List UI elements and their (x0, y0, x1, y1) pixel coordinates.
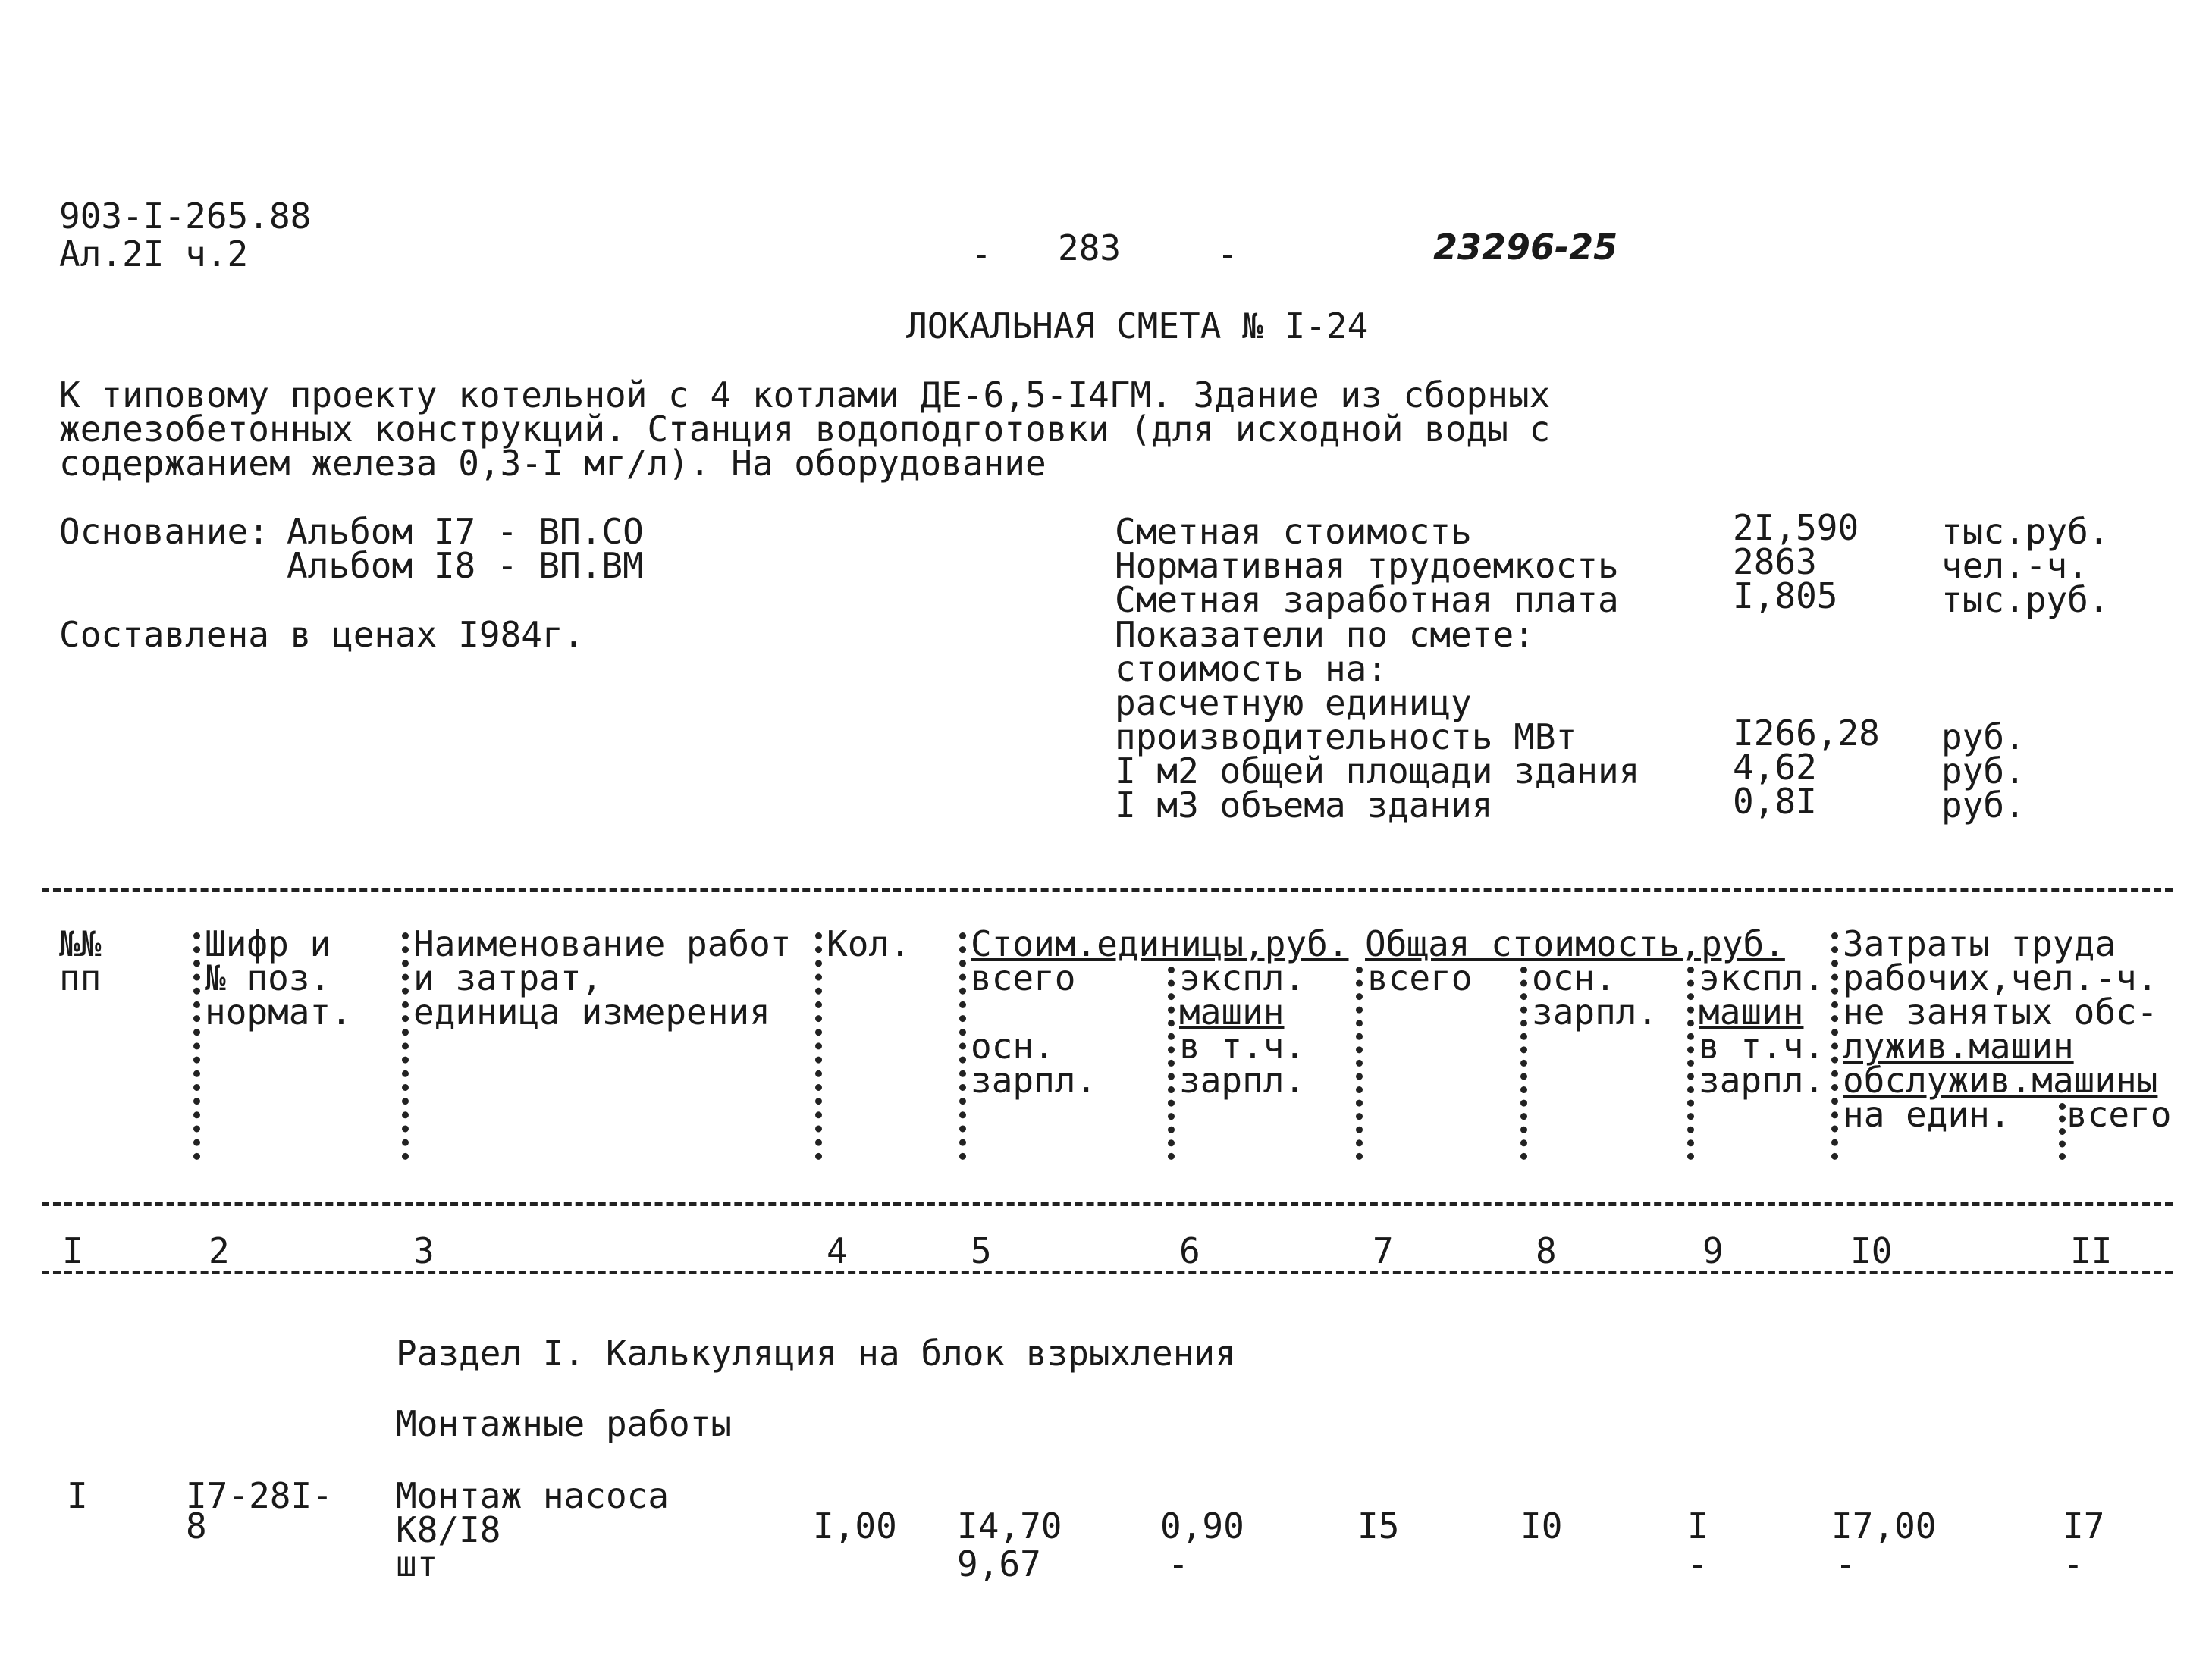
column-number: 6 (1179, 1230, 1200, 1271)
header-unit-cost-group: Стоим.единицы,руб. (971, 923, 1349, 964)
summary-unit: тыс.руб. (1941, 511, 2110, 552)
header-col5-line1: всего (971, 957, 1076, 998)
column-separator (402, 932, 409, 1160)
header-total-cost-group: Общая стоимость,руб. (1365, 923, 1785, 964)
column-separator (815, 932, 822, 1160)
row-code-line1: I7-28I- (186, 1475, 333, 1516)
album-reference: Ал.2I ч.2 (59, 233, 249, 274)
section-title: Раздел I. Калькуляция на блок взрыхления (396, 1333, 1236, 1374)
header-col3-line1: Наименование работ (413, 923, 792, 964)
summary-value: 4,62 (1733, 747, 1817, 788)
column-number: 4 (827, 1230, 848, 1271)
column-separator (1356, 967, 1363, 1160)
summary-label: расчетную единицу (1115, 682, 1472, 723)
row-name-line3: шт (396, 1543, 438, 1584)
column-separator (1520, 967, 1527, 1160)
header-col4: Кол. (827, 923, 911, 964)
column-number: I0 (1850, 1230, 1893, 1271)
description-line-1: К типовому проекту котельной с 4 котлами ДЕ-6,5-I4ГМ. Здание из сборных (59, 374, 1551, 415)
summary-label: Сметная стоимость (1115, 511, 1472, 552)
summary-label: производительность МВт (1115, 716, 1577, 757)
page-dash-right: - (1217, 233, 1238, 274)
row-code-line2: 8 (186, 1506, 207, 1546)
column-separator (2059, 1103, 2066, 1160)
table-top-rule (42, 888, 2173, 892)
column-number: II (2070, 1230, 2113, 1271)
header-col6-line2: машин (1179, 992, 1285, 1033)
header-col8-line2: зарпл. (1532, 992, 1658, 1033)
subsection-title: Монтажные работы (396, 1403, 733, 1444)
column-number: 7 (1373, 1230, 1394, 1271)
row-name-line2: К8/I8 (396, 1509, 501, 1550)
summary-value: 2863 (1733, 541, 1817, 582)
header-col6-line4: зарпл. (1179, 1060, 1306, 1101)
summary-unit: чел.-ч. (1941, 545, 2088, 586)
row-unit-wage: 9,67 (957, 1543, 1041, 1584)
header-col7: всего (1367, 957, 1473, 998)
header-col10: на един. (1843, 1094, 2011, 1135)
header-labor-line3: не занятых обс- (1843, 992, 2158, 1033)
header-col1-line1: №№ (59, 923, 102, 964)
row-total-machines: I (1687, 1506, 1708, 1546)
summary-value: 0,8I (1733, 781, 1817, 822)
row-unit-machines: 0,90 (1160, 1506, 1244, 1546)
header-col6-line3: в т.ч. (1179, 1026, 1306, 1067)
row-quantity: I,00 (813, 1506, 897, 1546)
summary-label: Нормативная трудоемкость (1115, 545, 1619, 586)
row-total: I5 (1357, 1506, 1400, 1546)
summary-unit: руб. (1941, 716, 2025, 757)
row-labor-total: I7 (2063, 1506, 2105, 1546)
header-labor-line1: Затраты труда (1843, 923, 2116, 964)
basis-album-2: Альбом I8 - ВП.ВМ (287, 545, 644, 586)
row-labor-total-sub: - (2063, 1543, 2084, 1584)
column-separator (1831, 932, 1838, 1160)
header-col9-line3: в т.ч. (1699, 1026, 1825, 1067)
description-line-2: железобетонных конструкций. Станция водоподготовки (для исходной воды с (59, 409, 1551, 450)
header-labor-line5: обслужив.машины (1843, 1060, 2158, 1101)
summary-unit: руб. (1941, 785, 2025, 826)
header-col5-line3: зарпл. (971, 1060, 1097, 1101)
header-col11: всего (2066, 1094, 2172, 1135)
column-separator (193, 932, 200, 1160)
page-dash-left: - (971, 233, 992, 274)
header-col2-line3: нормат. (205, 992, 352, 1033)
summary-value: 2I,590 (1733, 507, 1859, 548)
summary-unit: тыс.руб. (1941, 579, 2110, 620)
column-number: 5 (971, 1230, 992, 1271)
summary-label: Сметная заработная плата (1115, 579, 1619, 620)
summary-unit: руб. (1941, 751, 2025, 791)
column-number: 3 (413, 1230, 435, 1271)
column-separator (1168, 967, 1175, 1160)
document-code: 903-I-265.88 (59, 196, 312, 237)
column-separator (959, 932, 966, 1160)
column-separator (1687, 967, 1694, 1160)
summary-label: Показатели по смете: (1115, 614, 1535, 655)
page-number: 283 (1058, 227, 1122, 268)
row-total-wage: I0 (1520, 1506, 1563, 1546)
header-col9-line1: экспл. (1699, 957, 1825, 998)
row-name-line1: Монтаж насоса (396, 1475, 670, 1516)
header-col1-line2: пп (59, 957, 102, 998)
handwritten-inventory-number: 23296-25 (1433, 227, 1618, 268)
summary-label: I м3 объема здания (1115, 785, 1493, 826)
table-header-bottom-rule (42, 1202, 2173, 1206)
description-line-3: содержанием железа 0,3-I мг/л). На оборудование (59, 443, 1046, 484)
column-number: 9 (1702, 1230, 1724, 1271)
header-col8-line1: осн. (1532, 957, 1616, 998)
header-col9-line2: машин (1699, 992, 1804, 1033)
column-number: I (62, 1230, 83, 1271)
document-title: ЛОКАЛЬНАЯ СМЕТА № I-24 (906, 306, 1369, 346)
header-col6-line1: экспл. (1179, 957, 1306, 998)
prices-year: Составлена в ценах I984г. (59, 614, 585, 655)
row-unit-machines-wage: - (1168, 1543, 1189, 1584)
header-col2-line1: Шифр и (205, 923, 331, 964)
header-labor-line2: рабочих,чел.-ч. (1843, 957, 2158, 998)
row-total-machines-wage: - (1687, 1543, 1708, 1584)
column-number: 2 (209, 1230, 230, 1271)
header-col9-line4: зарпл. (1699, 1060, 1825, 1101)
header-col3-line2: и затрат, (413, 957, 603, 998)
summary-label: стоимость на: (1115, 648, 1388, 689)
row-unit-total: I4,70 (957, 1506, 1062, 1546)
basis-label: Основание: (59, 511, 269, 552)
header-col2-line2: № поз. (205, 957, 331, 998)
summary-value: I266,28 (1733, 713, 1880, 754)
row-number: I (67, 1475, 88, 1516)
row-labor-per-unit-sub: - (1835, 1543, 1856, 1584)
row-labor-per-unit: I7,00 (1831, 1506, 1937, 1546)
header-labor-line4: лужив.машин (1843, 1026, 2074, 1067)
summary-label: I м2 общей площади здания (1115, 751, 1640, 791)
basis-album-1: Альбом I7 - ВП.СО (287, 511, 644, 552)
column-number: 8 (1536, 1230, 1557, 1271)
summary-value: I,805 (1733, 575, 1838, 616)
header-col5-line2: осн. (971, 1026, 1055, 1067)
header-col3-line3: единица измерения (413, 992, 770, 1033)
